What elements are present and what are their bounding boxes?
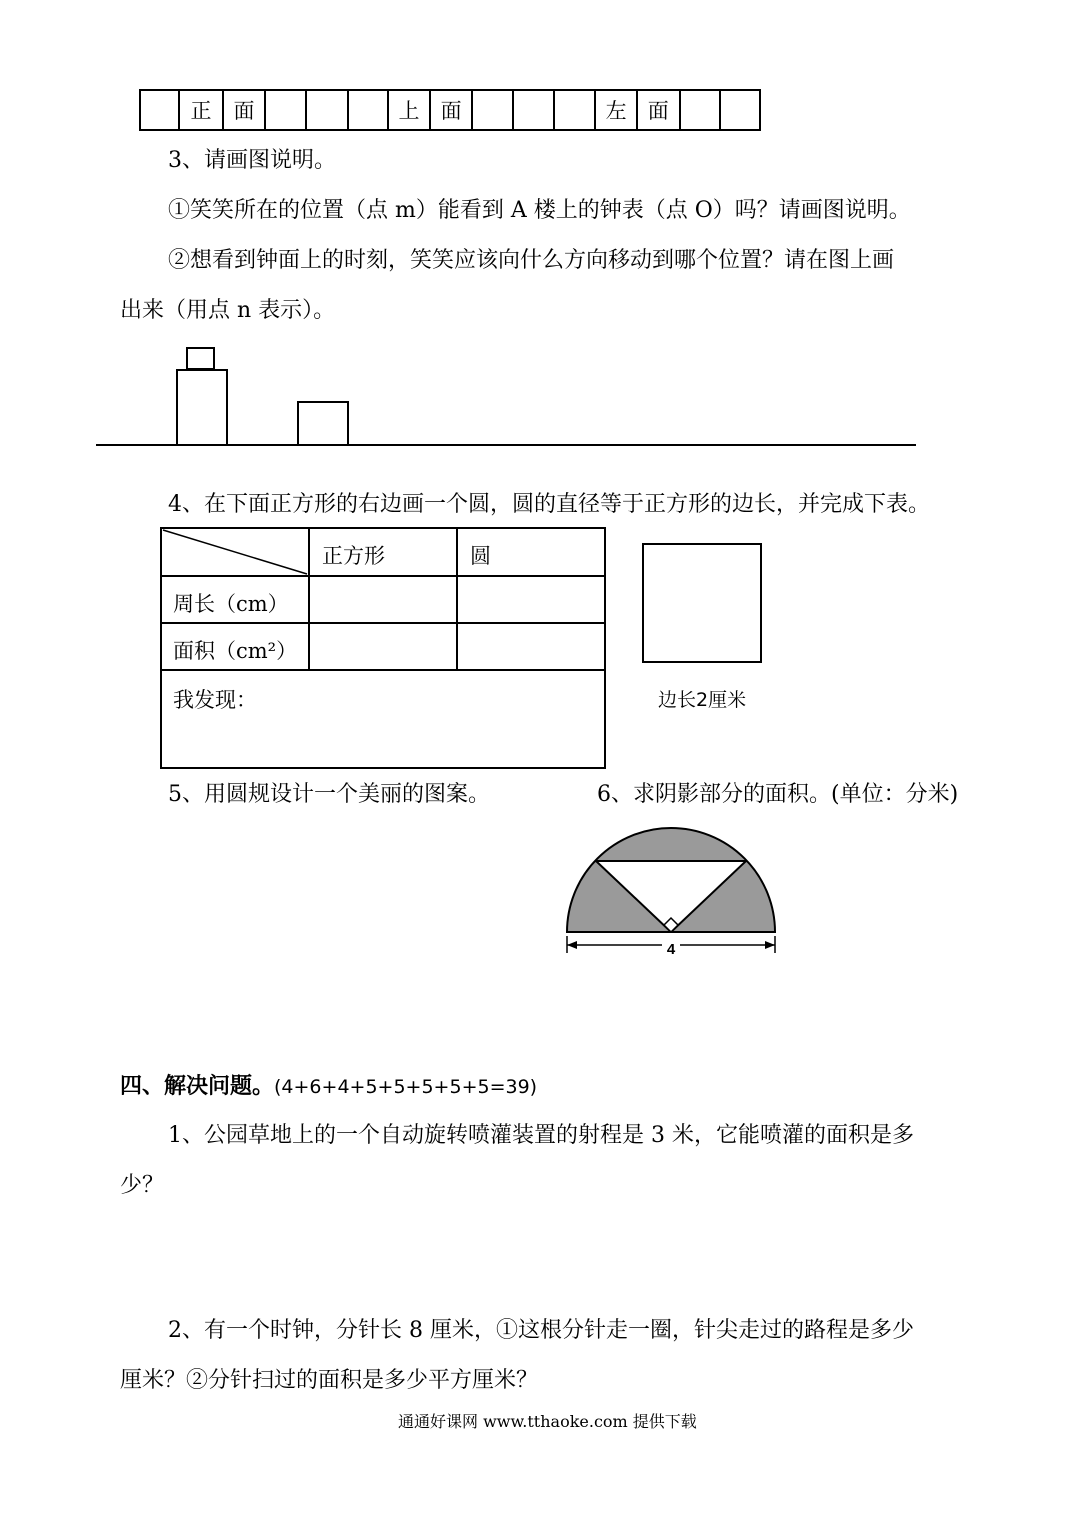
view-strip-cell: 面 [430, 90, 472, 130]
table-row-perimeter: 周长（cm） [173, 592, 289, 616]
table-col-circle: 圆 [470, 544, 491, 568]
diameter-label: 4 [666, 941, 676, 958]
section4-score: (4+6+4+5+5+5+5+5=39) [274, 1076, 538, 1098]
view-strip-cell: 左 [595, 90, 637, 130]
problem2-line1: 2、有一个时钟，分针长 8 厘米，①这根分针走一圈，针尖走过的路程是多少 [168, 1318, 914, 1343]
q6-title: 6、求阴影部分的面积。(单位：分米) [597, 782, 959, 807]
q5-title: 5、用圆规设计一个美丽的图案。 [168, 782, 490, 807]
q3-part2-line2: 出来（用点 n 表示）。 [120, 298, 336, 323]
view-strip-cell: 面 [223, 90, 266, 130]
footer: 通通好课网 www.tthaoke.com 提供下载 [398, 1412, 697, 1431]
section4-heading-row [120, 1072, 537, 1101]
q3-title: 3、请画图说明。 [168, 148, 336, 173]
table-row-area: 面积（cm²） [173, 639, 298, 663]
view-strip-cell: 正 [179, 90, 222, 130]
square-caption: 边长2厘米 [658, 689, 747, 711]
table-col-square: 正方形 [322, 544, 385, 568]
table-finding: 我发现： [173, 688, 257, 712]
view-strip-cell: 面 [637, 90, 680, 130]
problem2-line2: 厘米？②分针扫过的面积是多少平方厘米？ [120, 1368, 539, 1393]
q3-part1: ①笑笑所在的位置（点 m）能看到 A 楼上的钟表（点 O）吗？请画图说明。 [168, 198, 911, 223]
q3-part2-line1: ②想看到钟面上的时刻，笑笑应该向什么方向移动到哪个位置？请在图上画 [168, 248, 895, 273]
q4-title: 4、在下面正方形的右边画一个圆，圆的直径等于正方形的边长，并完成下表。 [168, 492, 930, 517]
problem1-line2: 少？ [120, 1173, 165, 1198]
section4-heading: 四、解决问题。 [120, 1073, 275, 1099]
problem1-line1: 1、公园草地上的一个自动旋转喷灌装置的射程是 3 米，它能喷灌的面积是多 [168, 1123, 914, 1148]
view-strip-cell: 上 [388, 90, 431, 130]
